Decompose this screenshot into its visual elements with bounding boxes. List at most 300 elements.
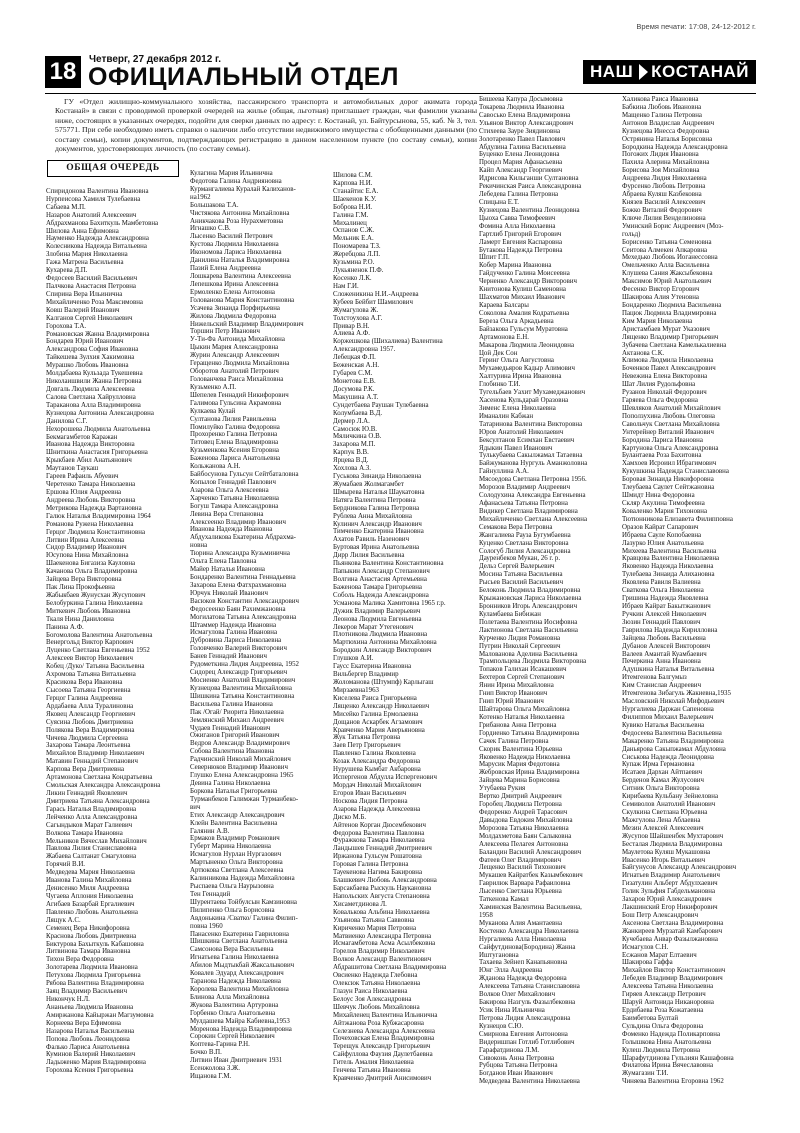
queue-entry: Амиржанова Кайыржан Магзумовна xyxy=(46,1011,154,1019)
queue-entry: Ивасенко Игорь Витальевич xyxy=(622,856,706,864)
queue-entry: Ковш Валерий Иванович xyxy=(46,306,120,314)
queue-entry: Спицына Е.Т. xyxy=(479,198,519,206)
queue-entry: Жанкиреев Мурзатай Камбарович xyxy=(622,927,723,935)
queue-entry: Луценко Светлана Евгеньевна 1952 xyxy=(46,647,150,655)
queue-entry: Лакшинский Егор Никифорович xyxy=(622,904,718,912)
queue-entry: Бакирова Назгуль Фазылбековна xyxy=(479,999,576,1007)
queue-entry: Коптева-Гарина Р.Н. xyxy=(190,1041,250,1049)
queue-entry: Шурентаева Тойбулсын Камзиновна xyxy=(190,898,297,906)
queue-entry: Качанова Ольга Владимировна xyxy=(46,568,138,576)
queue-entry: Боровая Зинаида Никифоровна xyxy=(622,476,714,484)
queue-list-1 xyxy=(46,188,186,1075)
queue-entry: Губерт Марина Николаевна xyxy=(190,843,271,851)
queue-entry: Голованова Мария Константиновна xyxy=(190,296,295,304)
queue-entry: Зименс Елена Николаевна xyxy=(479,404,556,412)
queue-entry: Глобинко Т.И. xyxy=(479,381,521,389)
queue-entry: Ермоленко Елена Антоновна xyxy=(190,288,275,296)
queue-entry: Волков Александр Валентинович xyxy=(333,956,432,964)
queue-entry: Усманова Малика Хамитовна 1965 г.р. xyxy=(333,599,446,607)
queue-entry: Беженская А.Н. xyxy=(333,362,380,370)
queue-entry: Кулеш Людмила Петровна xyxy=(622,1046,701,1054)
queue-entry: Кириченко Мария Петровна xyxy=(333,924,417,932)
queue-entry: Гизатулин Альберт Абдулхаевич xyxy=(622,880,718,888)
queue-entry: Захаров Юрий Александрович xyxy=(622,896,712,904)
queue-entry: Бочко В.П. xyxy=(190,1049,222,1057)
queue-entry: Дубанов Алексей Викторович xyxy=(622,642,711,650)
queue-entry: Климова Людмила Николаевна xyxy=(622,357,714,365)
queue-entry: Герцог Людмила Константиновна xyxy=(46,528,146,536)
queue-entry: Шишкина Светлана Анатольевна xyxy=(190,938,288,946)
queue-entry: Кольжанова А.Н. xyxy=(190,463,241,471)
queue-entry: Борисова Зоя Михайловна xyxy=(622,167,700,175)
queue-entry: Сорокин Сергей Николаевич xyxy=(190,1033,275,1041)
logo-arrow-icon xyxy=(639,64,648,80)
queue-entry: Моренова Надежда Владимировна xyxy=(190,1025,292,1033)
queue-entry: Бош Петр Александрович xyxy=(622,911,699,919)
queue-entry: Злобина Мария Николаевна xyxy=(46,251,128,259)
queue-entry: Муканова Алия Амантаевна xyxy=(479,919,563,927)
queue-entry: Макушина А.Т. xyxy=(333,393,379,401)
queue-entry: Цыоха Савва Тимофеевич xyxy=(479,214,556,222)
queue-entry: Бородкин Александр Викторович xyxy=(333,647,432,655)
queue-entry: Айтенов Корган Дюсембекович xyxy=(333,821,427,829)
queue-column-5 xyxy=(622,96,762,1086)
queue-entry: Литвин Иван Дмитриевич 1931 xyxy=(190,1057,283,1065)
queue-entry: Ибраев Кайрат Бакытжанович xyxy=(622,603,711,610)
queue-entry: Крыжановская Лариса Николаевна xyxy=(479,595,582,603)
queue-entry: Толстоухова А.Г. xyxy=(333,314,383,322)
queue-entry: Кузьменкова Ксения Егоровна xyxy=(190,447,279,455)
queue-entry: Федоренко Андрей Тарасович xyxy=(479,808,568,816)
queue-column-1 xyxy=(46,160,186,1075)
queue-entry: Исмагамбетова Асма Асылбековна xyxy=(333,940,436,948)
queue-column-3 xyxy=(333,172,473,1083)
queue-entry: Дубровина Лариса Николаевна xyxy=(190,637,282,645)
queue-entry: Ковалев Эдуард Александрович xyxy=(190,970,284,978)
queue-entry: Егоров Иван Васильевич xyxy=(333,789,407,797)
queue-entry: Унтерейнер Виталий Иванович xyxy=(622,428,714,436)
queue-entry: Ольта Елена Павловна xyxy=(190,558,257,566)
queue-entry: Клейн Валентина Васильевна xyxy=(190,819,278,827)
queue-entry: Лейченко Алла Александровна xyxy=(46,813,138,821)
queue-entry: Данилова С.Г. xyxy=(46,417,88,425)
queue-entry: Лещенко Василий Тихонович xyxy=(479,864,566,872)
queue-entry: Прохоренко Галина Петровна xyxy=(190,431,278,439)
queue-entry: Тауекенова Нагима Бакировна xyxy=(333,869,423,877)
queue-entry: Береза Ольга Аркадьевна xyxy=(479,317,554,325)
queue-entry: Михайленец Валентина Ильинична xyxy=(333,1011,438,1019)
queue-entry: Дельз Сергей Валерьевич xyxy=(479,563,555,571)
queue-entry: Титовец Елена Владимировна xyxy=(190,439,279,447)
queue-entry: Копылов Геннадий Павлович xyxy=(190,478,276,486)
queue-entry: Ердибаева Роза Кожатаевна xyxy=(622,1007,704,1015)
queue-entry: Михайлов Владимир Николаевич xyxy=(46,750,145,758)
queue-entry: Лященко Александр Николаевич xyxy=(333,702,430,710)
queue-entry: Напольских Августа Степановна xyxy=(333,892,430,900)
queue-entry: Актанова С.К. xyxy=(622,349,665,357)
queue-entry: Кубеев Бейбит Шамилович xyxy=(333,298,413,306)
queue-entry: Севернюков Владимир Иванович xyxy=(190,764,288,772)
queue-entry: Жабыкбаев Жунусхан Жусупович xyxy=(46,591,146,599)
queue-entry: Федосеенко Баян Рахимжановна xyxy=(190,605,286,613)
queue-entry: Харченко Татьяна Николаевна xyxy=(190,494,279,502)
queue-entry: Сайфуллова Фаузия Даулетбаевна xyxy=(333,1051,433,1059)
queue-entry: Пазий Елена Андреевна xyxy=(190,265,261,273)
queue-entry: Николаишвили Жанна Петровна xyxy=(46,378,142,386)
queue-entry: Мурашко Любовь Ивановна xyxy=(46,362,129,370)
queue-entry: Афанасьева Татьяна Петровна xyxy=(479,500,568,508)
queue-entry: Тихон Вера Федоровна xyxy=(46,956,114,964)
queue-entry: Литвинова Тамара Ивановна xyxy=(46,948,131,956)
queue-entry: Куценко Светлана Викторовна xyxy=(479,539,569,547)
queue-entry: Ладыженко Мария Владимировна xyxy=(46,1059,146,1067)
queue-entry: Рябова Валентина Владимировна xyxy=(46,980,144,988)
queue-entry: Горячий В.И. xyxy=(46,861,86,869)
queue-entry: Кравцова Валентина Николаевна xyxy=(622,555,720,563)
queue-entry: Бронников Игорь Александрович xyxy=(479,603,578,610)
queue-entry: Мяличкина О.В. xyxy=(333,433,382,441)
queue-entry: Романова Ружена Николаевна xyxy=(46,520,134,528)
queue-entry: Бородкина Надежда Александровна xyxy=(622,143,728,151)
queue-entry: Лященко Владимир Григорьевич xyxy=(622,333,719,341)
queue-entry: Вильбергер Владимир xyxy=(333,671,399,679)
queue-entry: Зайцева Марина Борисовна xyxy=(479,777,560,785)
queue-entry: Шахматов Михаил Иванович xyxy=(479,294,565,302)
queue-entry: Боченков Павел Александрович xyxy=(622,365,716,373)
queue-entry: Омельченко Алла Васильевна xyxy=(622,262,710,270)
queue-entry: Халикова Раиса Ивановна xyxy=(622,96,699,103)
queue-entry: Кучебаева Анвар Фазылжановна xyxy=(622,935,718,943)
queue-entry: Марусик Мария Федотовна xyxy=(479,761,560,769)
queue-entry: Рыспаева Ольга Наурызовна xyxy=(190,882,274,890)
queue-entry: Белобуркина Галина Николаевна xyxy=(46,599,143,607)
queue-entry: Юрчук Николай Иванович xyxy=(190,589,268,597)
queue-entry: Кравченко Мария Аверьяновна xyxy=(333,726,425,734)
queue-entry: Волкова Тамара Ивановна xyxy=(46,829,123,837)
queue-entry: Белоус Зоя Александровна xyxy=(333,995,412,1003)
queue-entry: Михалинец xyxy=(333,219,367,227)
queue-entry: Бондарев Юрий Иванович xyxy=(46,338,124,346)
queue-entry: Иманалин Кабжан xyxy=(479,412,534,420)
queue-entry: Иванова Надежда Викторовна xyxy=(46,441,135,449)
queue-entry: Картунова Ольга Александровна xyxy=(622,444,719,452)
queue-entry: Мосиенко Анатолий Владимирович xyxy=(190,677,296,684)
queue-entry: Овсиенко Надежда Глебовна xyxy=(333,972,418,980)
queue-entry: Довгаль Людмила Алексеевна xyxy=(46,385,135,393)
queue-entry: Лепешкова Ирина Алексеевна xyxy=(190,280,279,288)
queue-entry: Янин Ирина Михайловна xyxy=(479,682,554,690)
queue-entry: Жебровская Ирина Владимировна xyxy=(479,769,580,777)
queue-entry: Гнип Виктор Иванович xyxy=(479,690,548,698)
queue-entry: Литвин Ирина Алексеевна xyxy=(46,536,125,544)
queue-entry: Итемгенова Зибагуль Жакиевна,1935 xyxy=(622,690,731,698)
queue-entry: Спиридонова Валентина Ивановна xyxy=(46,187,149,195)
queue-entry: Максимов Юрий Анатольевич xyxy=(622,278,712,286)
queue-entry: Банев Геннадий Иванович xyxy=(190,653,268,661)
queue-entry: Смирнова Евгения Антоновна xyxy=(479,1030,568,1038)
queue-entry: Никончук Н.Л. xyxy=(46,995,90,1003)
queue-entry: Майер Наталья Ивановна xyxy=(190,566,265,574)
newspaper-logo xyxy=(583,60,756,84)
queue-entry: Дауренбеков Мукан, 26 г. р. xyxy=(479,555,561,563)
queue-entry: Ситник Ольга Викторовна xyxy=(622,785,700,793)
queue-entry: Иштугановна xyxy=(479,951,519,959)
queue-entry: Ковалькова Альбина Николаевна xyxy=(333,908,430,916)
queue-entry: Диско М.Б. xyxy=(333,813,367,821)
queue-column-4 xyxy=(479,96,619,1086)
queue-entry: Ким Станислав Андреевич xyxy=(622,682,702,690)
queue-entry: Гарась Наталья Владимировна xyxy=(46,805,137,813)
queue-entry: Шпит Г.П. xyxy=(479,254,510,262)
queue-entry: Золотаренко Павел Павлович xyxy=(479,135,566,143)
queue-entry: Гаусс Екатерина Ивановна xyxy=(333,663,412,671)
queue-entry: Кайп Александр Георгиевич xyxy=(479,167,563,175)
queue-entry: Хасенова Кульдарай Оразовна xyxy=(479,397,569,405)
queue-entry: Голышкова Нина Анатольевна xyxy=(622,1038,712,1046)
queue-entry: Шепелев Геннадий Никифорович xyxy=(190,391,289,399)
queue-entry: Султанова Лилия Равильевна xyxy=(190,415,277,423)
queue-entry: Богданов Иван Иванович xyxy=(479,1070,553,1078)
queue-entry: Фуражкова Тамара Николаевна xyxy=(333,837,425,845)
queue-entry: Сайфутдинова(Бородина) Жанна xyxy=(479,943,576,951)
queue-entry: Гартлиб Григорий Егорович xyxy=(479,230,562,238)
queue-entry: Гайнуллина А.А. xyxy=(479,468,529,476)
queue-entry: Захарова Елена Фатхрахмановна xyxy=(190,581,287,589)
queue-entry: Сологуб Лилия Александровна xyxy=(479,547,571,555)
queue-entry: Радчинский Николай Михайлович xyxy=(190,756,291,764)
queue-entry: Куминов Валерий Николаевич xyxy=(46,1051,136,1059)
queue-entry: Семиволов Анатолий Иванович xyxy=(622,801,716,809)
queue-entry: Жумабаев Жолмагамбет xyxy=(333,480,404,488)
queue-entry: Шишкина Татьяна Константиновна xyxy=(190,692,295,700)
queue-entry: Шмидт Нина Федоровна xyxy=(622,492,695,500)
queue-entry: Аристамбаев Мурат Указович xyxy=(622,325,710,333)
queue-entry: Мухамедьяров Кадыр Алимович xyxy=(479,365,576,373)
queue-entry: Азарова Надежда Алексеевна xyxy=(333,805,421,813)
queue-entry: Семакова Вера Петровна xyxy=(479,523,553,531)
queue-entry: Боброва Н.И. xyxy=(333,203,373,211)
queue-entry: Рекичинская Раиса Александровна xyxy=(479,183,582,191)
queue-entry: Чиняева Валентина Егоровна 1962 xyxy=(622,1078,724,1086)
queue-entry: Большакова Т.А. xyxy=(190,201,239,209)
queue-entry: Буценко Елена Леонидовна xyxy=(479,151,560,159)
queue-entry: Соболь Надежда Александровна xyxy=(333,591,429,599)
queue-entry: Красикова Вера Ивановна xyxy=(46,679,123,687)
queue-entry: Журин Александр Алексеевич xyxy=(190,352,280,360)
queue-entry: Кукушкина Надежда Станиславовна xyxy=(622,468,729,476)
queue-entry: Шарафутдинова Гульзиян Кашафовна xyxy=(622,1054,734,1062)
queue-entry: Рузанов Николай Федорович xyxy=(622,389,707,397)
queue-entry: Котенко Наталья Николаевна xyxy=(479,713,565,721)
queue-entry: 1958 xyxy=(479,911,493,919)
queue-entry: Папыкин Александр Степанович xyxy=(333,568,430,576)
queue-entry: Сложеникина Н.И.-Андреева xyxy=(333,290,419,298)
queue-entry: Хамхоев Исроиил Ибрагимович xyxy=(622,460,717,468)
queue-entry: Горбенко Ольга Анатольевна xyxy=(190,1009,276,1017)
queue-entry: Абдрахманова Бахиткуль Мамбетовна xyxy=(46,219,159,227)
queue-entry: Ярцева В.Д. xyxy=(333,457,369,465)
queue-entry: Лебедев Владимир Владимирович xyxy=(622,975,723,983)
queue-entry: Рубцова Татьяна Петровна xyxy=(479,1062,558,1070)
queue-entry: Поползухина Любовь Олеговна xyxy=(622,412,715,420)
queue-entry: Цой Дек Сон xyxy=(479,349,518,357)
queue-entry: Ананьева Людмила Ивановна xyxy=(46,1003,134,1011)
queue-entry: Ожиганов Григорий Иванович xyxy=(190,732,280,740)
queue-entry: Абдрашитова Светлана Владимировна xyxy=(333,964,447,972)
queue-column-2 xyxy=(190,170,330,1081)
queue-entry: Тараканова Алла Владимировна xyxy=(46,401,141,409)
queue-entry: Итемгенова Балгумыз xyxy=(622,674,687,682)
queue-entry: Артамонова Светлана Кондратьевна xyxy=(46,774,153,782)
queue-entry: Миткевич Любовь Ивановна xyxy=(46,607,131,615)
queue-entry: Рублева Анна Михайловна xyxy=(333,512,412,520)
queue-entry: Генчева Татьяна Ивановна xyxy=(333,1067,411,1075)
queue-entry: Острянина Наталья Борисовна xyxy=(622,135,713,143)
queue-entry: Голованчева Раиса Михайловна xyxy=(190,375,284,383)
queue-entry: Лысенко Василий Петрович xyxy=(190,233,273,241)
queue-entry: Скорик Валентина Юрьевна xyxy=(479,745,563,753)
queue-entry: Исмагулов С.Н. xyxy=(622,943,669,951)
queue-entry: Федосеева Валентина Васильевна xyxy=(622,729,722,737)
queue-entry: Бондаренко Валентина Геннадьевна xyxy=(190,574,296,582)
queue-entry: Байзакова Гульсум Муратовна xyxy=(479,325,568,333)
queue-entry: У-Ти-Фа Антонида Михайловна xyxy=(190,336,285,344)
queue-entry: Биктурова Бахыткуль Кабашовна xyxy=(46,940,144,948)
queue-entry: Икономова Лариса Николаевна xyxy=(190,249,282,257)
queue-entry: Жумагазин Т.И. xyxy=(622,1070,669,1078)
queue-entry: Шилова Анна Ефимовна xyxy=(46,227,119,235)
queue-entry: Айтжанова Роза Кубжасаровна xyxy=(333,1019,424,1027)
queue-entry: Дощанов Аскарбек Агзамович xyxy=(333,718,423,726)
queue-entry: Торшин Петр Иванович xyxy=(190,328,261,336)
queue-entry: Гнип Юрий Иванович xyxy=(479,698,544,706)
queue-entry: Лукьяненок П.Ф. xyxy=(333,267,384,275)
page-number: 18 xyxy=(45,56,81,88)
queue-entry: на1962 xyxy=(190,193,211,201)
queue-entry: Соколова Амалия Кодратьевна xyxy=(479,309,570,317)
queue-entry: Венергольд Виктор Карпович xyxy=(46,639,134,647)
queue-entry: Процел Мария Афанасьевна xyxy=(479,159,563,167)
queue-entry: Пак /Огай/ Риорита Николаевна xyxy=(190,708,284,716)
queue-entry: Богомолова Валентина Анатольевна xyxy=(46,631,153,639)
page-header xyxy=(45,54,756,92)
queue-entry: Малованова Аделина Васильевна xyxy=(479,650,578,658)
queue-entry: Игнатьев Владимир Анатольевич xyxy=(622,872,720,880)
queue-entry: Нам Г.И. xyxy=(333,282,359,290)
queue-entry: Тимченко Екатерина Ивановна xyxy=(333,528,424,536)
queue-entry: Жоломанова (Штумпф) Карлыгаш xyxy=(333,679,434,686)
queue-entry: Павлова Лилия Станиславовна xyxy=(46,845,137,853)
queue-entry: Барсакбаева Рыскуль Наукановна xyxy=(333,884,432,892)
queue-entry: Королева Валентина Михайловна xyxy=(190,985,289,993)
queue-entry: Галина Г.М. xyxy=(333,211,369,219)
queue-entry: Панина А.Ф. xyxy=(46,623,84,631)
queue-entry: Абилов Мыдтыкбай Жаксалыкович xyxy=(190,962,295,970)
queue-entry: Нурушева Кымбат Акбаровна xyxy=(333,766,421,774)
queue-entry: Александровна 1957. xyxy=(333,346,396,354)
queue-entry: Татаринова Валентина Викторовна xyxy=(479,420,583,428)
queue-entry: Алексеев Виктор Николаевич xyxy=(46,655,133,663)
queue-entry: Мукашев Кайратбек Казымбекович xyxy=(479,872,583,880)
section-title: ОФИЦИАЛЬНЫЙ ОТДЕЛ xyxy=(88,63,399,91)
queue-entry: Самсонова Вера Васильевна xyxy=(190,946,274,954)
queue-entry: Тулебаева Зинаида Алихановна xyxy=(622,571,715,579)
queue-entry: Ландышев Геннадий Дмитриевич xyxy=(333,845,432,853)
queue-entry: Олексюк Татьяна Николаевна xyxy=(333,980,421,988)
queue-entry: Крыкбаев Абил Анатьянович xyxy=(46,457,132,465)
queue-entry: Лысенко Светлана Юрьевна xyxy=(479,888,562,896)
queue-entry: Пьянкова Валентина Константиновна xyxy=(333,560,444,568)
queue-entry: Скляр Акулина Тимофеевна xyxy=(622,500,705,508)
queue-entry: Масловский Николай Мифодьевич xyxy=(622,698,725,706)
queue-entry: Адушкина Наталья Витальевна xyxy=(622,666,715,674)
queue-entry: Гаряева Ольга Федоровна xyxy=(622,397,698,405)
queue-entry: Павленко Любовь Анатольевна xyxy=(46,908,138,916)
queue-entry: Авдонькина /Сватко/ Галина Филип- xyxy=(190,914,298,922)
queue-entry: Чистякова Антонина Михайловна xyxy=(190,209,290,217)
queue-entry: Глушков А.И. xyxy=(333,655,374,663)
queue-entry: Бондаренко Людмила Васильевна xyxy=(622,301,722,309)
queue-entry: Корнеева Вера Ефимовна xyxy=(46,1019,121,1027)
queue-entry: Дмитриева Татьяна Александровна xyxy=(46,797,150,805)
queue-entry: Игнатьева Галина Николаевна xyxy=(190,954,279,962)
queue-entry: Шаруй Антонида Никаноровна xyxy=(622,999,714,1007)
queue-entry: Ершова Юлия Андреевна xyxy=(46,488,122,496)
queue-entry: Мордач Николай Михайлович xyxy=(333,781,422,789)
queue-entry: Кобец /Дуко/ Татьяна Васильевна xyxy=(46,663,145,671)
queue-entry: Даньярова Сакыпжамал Абдуловна xyxy=(622,745,726,753)
queue-entry: Сивоконь Анна Петровна xyxy=(479,1054,555,1062)
queue-entry: Иванова Галина Михайловна xyxy=(46,877,132,885)
queue-entry: Калинникова Надежда Михайловна xyxy=(190,875,295,883)
queue-entry: Шаекенова Бигазиза Кауловна xyxy=(46,560,136,568)
queue-entry: Нижельский Владимир Владимирович xyxy=(190,320,304,328)
queue-entry: Данилина Наталья Владимировна xyxy=(190,257,290,265)
queue-entry: Ламерт Евгения Каспаровна xyxy=(479,238,563,246)
queue-entry: Мельников Вячеслав Михайлович xyxy=(46,837,147,845)
queue-entry: Оборотов Анатолий Петрович xyxy=(190,368,279,376)
queue-entry: Сагындыков Марат Галиевич xyxy=(46,821,133,829)
queue-entry: Герцог Галина Андреевна xyxy=(46,694,122,702)
queue-entry: Мясоедова Светлана Петровна 1956. xyxy=(479,476,587,484)
queue-entry: Юсупова Нина Михайловна xyxy=(46,552,129,560)
queue-entry: Коваленко Мария Тихоновна xyxy=(622,507,708,515)
queue-entry: Дужик Владимир Валерьевич xyxy=(333,607,421,615)
queue-entry: Оспанов С.Ж. xyxy=(333,227,375,235)
queue-entry: Киселева Раиса Григорьевна xyxy=(333,694,417,702)
queue-entry: Хаминская Валентина Васильевна, xyxy=(479,904,582,912)
queue-entry: Борисенко Татьяна Семеновна xyxy=(622,238,712,246)
queue-entry: Абдулина Галина Васильевна xyxy=(479,143,566,151)
queue-entry: Семенец Вера Никифоровна xyxy=(46,924,130,932)
queue-entry: Нурпеисова Хамиля Тулебаевна xyxy=(46,195,141,203)
queue-entry: Жилова Людмила Федоровна xyxy=(190,312,277,320)
queue-entry: Губарев С.М. xyxy=(333,370,373,378)
queue-entry: Гажа Матрена Васильевна xyxy=(46,259,124,267)
queue-entry: Мельник Е.А. xyxy=(333,235,374,243)
queue-entry: Сеитова Алмекен Апкаровна xyxy=(622,246,708,254)
queue-entry: Бутакова Надежда Петровна xyxy=(479,246,563,254)
queue-entry: Носкова Лидия Петровна xyxy=(333,797,408,805)
queue-entry: Кузнецов С.Ю. xyxy=(479,1022,524,1030)
queue-entry: Девина Галина Николаевна xyxy=(190,779,271,787)
queue-entry: Бесталая Людмила Владимировна xyxy=(622,840,723,848)
logo-text-left: НАШ xyxy=(590,62,634,81)
queue-entry: Савольчук Светлана Михайловна xyxy=(622,420,720,428)
queue-entry: Шаекенов К.У. xyxy=(333,195,377,203)
queue-entry: Гареев Рафаиль Абуевич xyxy=(46,473,119,481)
queue-entry: Помилуйко Галина Федоровна xyxy=(190,423,280,431)
